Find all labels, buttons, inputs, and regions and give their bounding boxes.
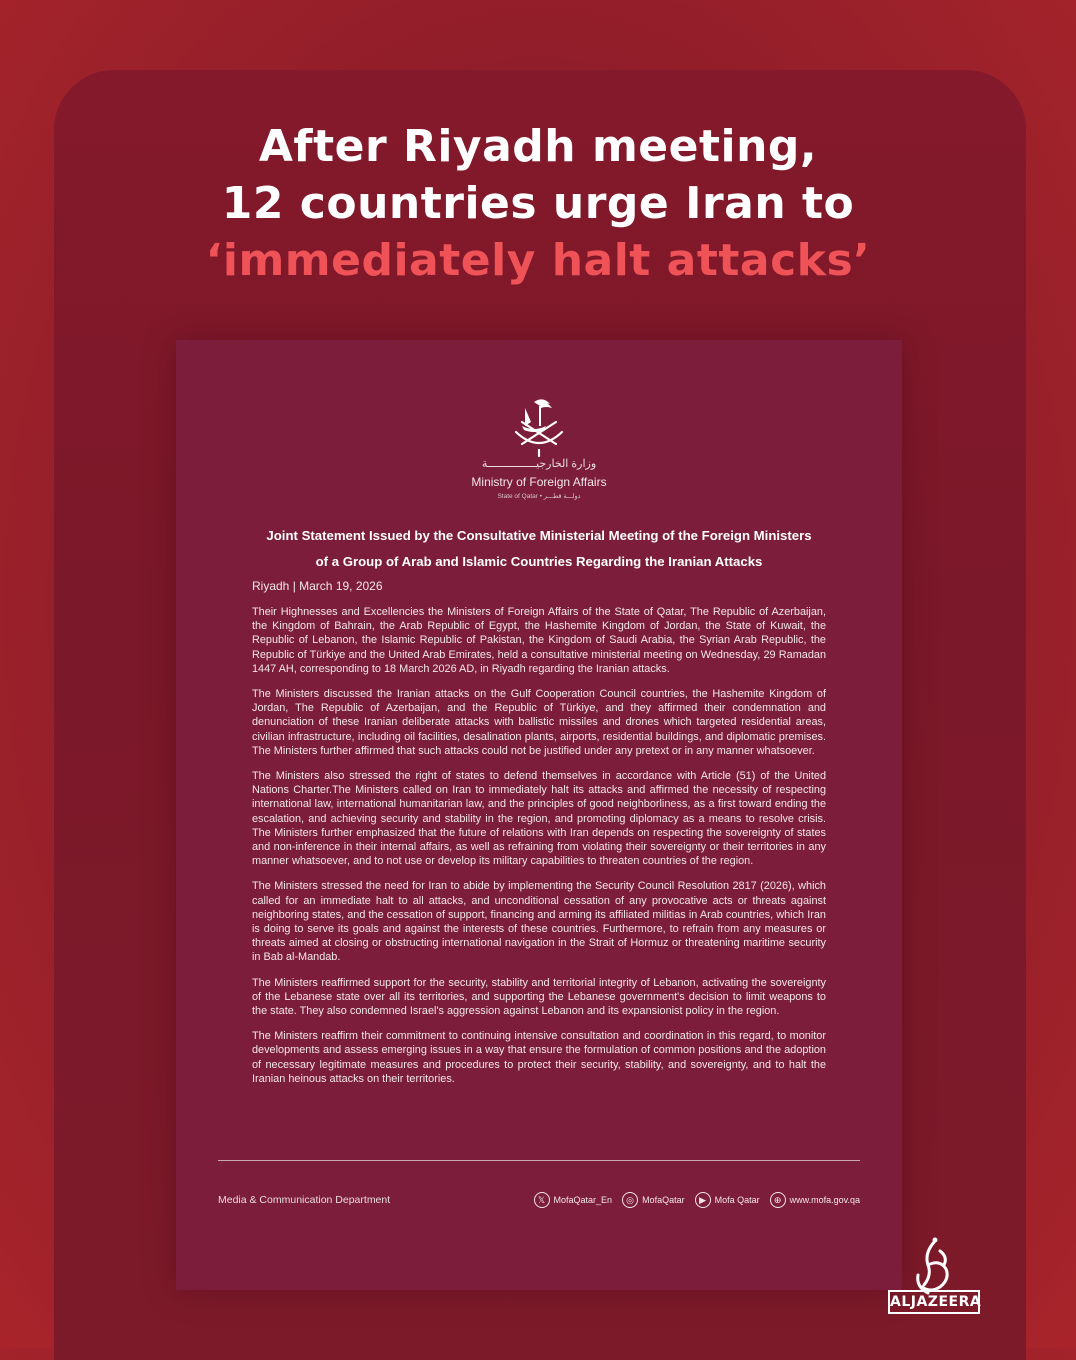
statement-paragraph: The Ministers reaffirm their commitment to continuing intensive consultation and coordination in this regard, to monitor developments and assess emerging issues in a way that ensure the formulation of common positions and the adoption of necessary legitimate measures and procedures to protect their security, stability, and sovereignty, and to halt the Iranian heinous attacks on their territories. [252,1030,826,1085]
social-website-label: www.mofa.gov.qa [789,1195,860,1205]
footer-divider [218,1160,860,1161]
ministry-state-label: State of Qatar • دولـــة قطـــر [497,493,581,500]
statement-body [252,605,826,1097]
qatar-emblem-icon [510,392,568,458]
statement-title-line-2: of a Group of Arab and Islamic Countries Regarding the Iranian Attacks [315,554,763,569]
x-icon: 𝕏 [534,1192,550,1208]
statement-paragraph: Their Highnesses and Excellencies the Ministers of Foreign Affairs of the State of Qatar, The Republic of Azerbaijan, the Kingdom of Bahrain, the Arab Republic of Egypt, the Hashemite Kingdom of Jordan, the State of Kuwait, the Republic of Lebanon, the Islamic Republic of Pakistan, the Kingdom of Saudi Arabia, the Syrian Arab Republic, the Republic of Türkiye and the United Arab Emirates, held a consultative ministerial meeting on Wednesday, 29 Ramadan 1447 AH, corresponding to 18 March 2026 AD, in Riyadh regarding the Iranian attacks. [252,606,826,675]
statement-document [176,340,902,1290]
social-links [534,1192,860,1208]
social-youtube[interactable] [695,1192,760,1208]
social-instagram-label: MofaQatar [642,1195,685,1205]
headline-line-2: 12 countries urge Iran to [221,178,855,229]
headline-line-1: After Riyadh meeting, [258,121,818,172]
social-instagram[interactable] [622,1192,685,1208]
social-x[interactable] [534,1192,613,1208]
aljazeera-wordmark: ALJAZEERA [888,1290,980,1314]
social-youtube-label: Mofa Qatar [714,1195,760,1205]
dateline: Riyadh | March 19, 2026 [252,579,383,593]
headline-line-3: ‘immediately halt attacks’ [205,235,871,286]
statement-paragraph: The Ministers also stressed the right of states to defend themselves in accordance with Article (51) of the United Nations Charter.The Ministers called on Iran to immediately halt its attacks and affirmed the necessity of respecting international law, international humanitarian law, and the principles of good neighborliness, as a first toward ending the escalation, and achieving security and stability in the region, and promoting diplomacy as a means to resolve crisis. The Ministers further emphasized that the future of relations with Iran depends on respecting the sovereignty of states and non-inference in their internal affairs, as well as refraining from violating their sovereignty or their territories in any manner whatsoever, and to not use or develop its military capabilities to threaten countries of the region. [252,770,826,868]
social-x-label: MofaQatar_En [553,1195,613,1205]
ministry-name-arabic: وزارة الخارجيـــــــــــــــة [481,458,597,470]
instagram-icon: ◎ [622,1192,638,1208]
ministry-name-english: Ministry of Foreign Affairs [471,475,607,489]
social-website[interactable] [770,1192,860,1208]
statement-title [236,523,842,575]
statement-title-line-1: Joint Statement Issued by the Consultative Ministerial Meeting of the Foreign Ministers [266,528,812,543]
headline [0,118,1076,289]
department-label: Media & Communication Department [218,1194,391,1206]
youtube-icon: ▶ [695,1192,711,1208]
statement-paragraph: The Ministers reaffirmed support for the security, stability and territorial integrity of Lebanon, activating the sovereignty of the Lebanese state over all its territories, and supporting the Lebanese government's decision to limit weapons to the state. They also condemned Israel's aggression against Lebanon and its expansionist policy in the region. [252,976,826,1018]
statement-paragraph: The Ministers stressed the need for Iran to abide by implementing the Security Council Resolution 2817 (2026), which called for an immediate halt to all attacks, and unconditional cessation of any provocative acts or threats against neighboring states, and the cessation of support, financing and arming its affiliated militias in Arab countries, which Iran is doing to serve its goals and against the interests of these countries. Furthermore, to refrain from any measures or threats aimed at closing or obstructing international navigation in the Strait of Hormuz or threatening maritime security in Bab al-Mandab. [252,880,826,964]
globe-icon: ⊕ [770,1192,786,1208]
statement-paragraph: The Ministers discussed the Iranian attacks on the Gulf Cooperation Council countries, the Hashemite Kingdom of Jordan, The Republic of Azerbaijan, and the Republic of Türkiye, and they affirmed their condemnation and denunciation of these Iranian deliberate attacks with ballistic missiles and drones which targeted residential areas, civilian infrastructure, including oil facilities, desalination plants, airports, residential buildings, and diplomatic premises. The Ministers further affirmed that such attacks could not be justified under any pretext or in any manner whatsoever. [252,688,826,757]
